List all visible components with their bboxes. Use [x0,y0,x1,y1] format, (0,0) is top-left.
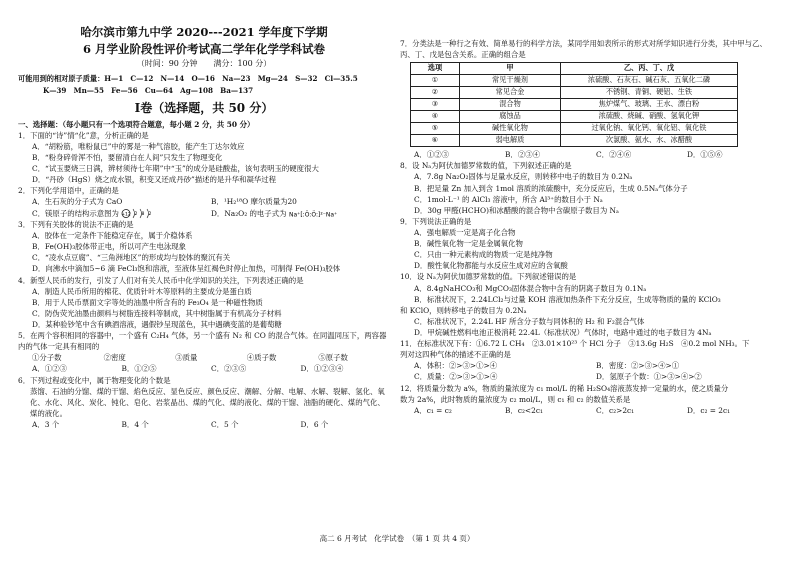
table-cell: ③ [411,99,460,111]
option-c: C．“试玉要烧三日满，辨材须待七年期”中“玉”的成分是硅酸盐，该句表明玉的硬度很大 [32,164,319,174]
question-stem: 1．下面的“诗”情“化”意，分析正确的是 [18,130,149,140]
table-row [411,111,738,123]
option-b: B．Fe(OH)₃胶体带正电，所以可产生电泳现象 [32,242,187,252]
option-b: B．“粉身碎骨浑不怕，要留清白在人间”只发生了物理变化 [32,152,223,162]
option-b: B．把足量 Zn 加入到含 1mol 溶质的浓硫酸中，充分反应后，生成 0.5Nₐ气体分子 [414,183,688,193]
option-b: B．c₂<2c₁ [505,405,543,415]
question-4 [18,275,390,331]
question-stem-continued: 数为 2a%，此时物质的量浓度为 c₂ mol/L，则 c₁ 和 c₂ 的数值关系是 [400,394,631,404]
table-cell: ⑤ [411,123,460,135]
option-a: A．制造人民币所用的棉花、优质针叶木等原料的主要成分是蛋白质 [32,286,252,296]
question-12 [400,383,778,416]
table-cell: 碱性氧化物 [460,123,561,135]
option-d: D．氢原子个数：①>③>④>② [596,372,702,382]
table-cell: ① [411,75,460,87]
svg-text:8: 8 [141,212,145,218]
option-c: C．“凌水点豆腐”、“三角洲地区”的形成均与胶体的聚沉有关 [32,253,231,263]
svg-text:+12: +12 [121,212,132,218]
option-c: C．c₂>2c₁ [596,405,635,415]
table-header: 选项 [411,63,460,75]
question-9 [400,216,778,272]
option-c: C．1mol·L⁻¹ 的 AlCl₃ 溶液中，所含 Al³⁺的数目小于 Nₐ [414,194,603,204]
option-c: C．②④⑥ [596,150,632,160]
table-cell: 常见干燥剂 [460,75,561,87]
option-a: A．“胡粉筋，唯粉鼠已”中的雾是一种气溶胶，能产生丁达尔效应 [32,141,245,151]
part-one-heading: Ⅰ卷（选择题，共 50 分） [134,100,274,115]
option-d: D．酸性氧化物都能与水反应生成对应的含氧酸 [414,261,568,271]
table-row [411,123,738,135]
option-a: A．①②③ [414,150,449,160]
magnesium-atom-diagram [121,208,155,219]
question-10 [400,271,778,338]
section-one-heading: 一、选择题：（每小题只有一个选项符合题意，每小题 2 分，共 50 分） [18,119,255,129]
question-1 [18,130,390,186]
option-b: B．①②⑤ [121,364,157,374]
table-cell: ④ [411,111,460,123]
table-cell: 浓硫酸、石灰石、碱石灰、五氧化二磷 [561,75,738,87]
option-b: B．用于人民币票面文字等处的油墨中所含有的 Fe₃O₄ 是一种磁性物质 [32,297,263,307]
question-stem: 5．在两个容积相同的容器中，一个盛有 C₂H₄ 气体，另一个盛有 N₂ 和 CO 的混合气体。在同温同压下，两容器内的气体一定具有相同的 [18,331,387,352]
question-stem: 10．设 Nₐ为阿伏加德罗常数的值。下列叙述错误的是 [400,272,577,282]
option-b: B．碱性氧化物一定是金属氧化物 [414,239,523,249]
question-stem: 3．下列有关胶体的说法不正确的是 [18,220,134,230]
option-a: A．8.4gNaHCO₃和 MgCO₃固体混合物中含有的阴离子数目为 0.1Nₐ [414,283,647,293]
classification-table [410,62,738,147]
page-footer: 高二 6 月考试 化学试卷 （第 1 页 共 4 页） [319,534,475,543]
question-2 [18,185,390,219]
table-row [411,75,738,87]
question-stem: 11．在标准状况下有：①6.72 L CH₄ ②3.01×10²³ 个 HCl 分子 ③13.6g H₂S ④0.2 mol NH₃。下 [400,339,750,349]
atomic-masses [18,73,390,95]
table-cell: 常见合金 [460,87,561,99]
option-d: D．c₂ = 2c₁ [687,405,731,415]
option-c: C．只由一种元素构成的物质一定是纯净物 [414,250,553,260]
option-d: D．①⑤⑥ [687,150,723,160]
table-cell: 次氯酸、氨水、水、冰醋酸 [561,135,738,147]
option-d: D．30g 甲醛(HCHO)和冰醋酸的混合物中含碳原子数目为 Nₐ [414,205,619,215]
question-5 [18,330,390,374]
option-c: C．5 个 [211,420,239,429]
svg-text:Na⁺[:Ö:Ö:]²⁻Na⁺: Na⁺[:Ö:Ö:]²⁻Na⁺ [288,211,338,219]
option-d: D．①②③④ [300,364,344,374]
right-column [400,38,778,416]
title-line-1: 哈尔滨市第九中学 2020---2021 学年度下学期 [80,25,328,39]
property-option: ⑤原子数 [318,353,348,363]
option-a: A．体积：②>③>①>④ [414,361,498,371]
property-option: ①分子数 [32,353,62,363]
question-stem: 12．将质量分数为 a%，物质的量浓度为 c₁ mol/L 的稀 H₂SO₄溶液蒸发掉一定量的水，使之质量分 [400,383,729,393]
option-b: B．¹H₂¹⁸O 摩尔质量为20 [211,197,297,207]
atomic-masses-line-2: K—39 Mn—55 Fe—56 Cu—64 Ag—108 Ba—137 [43,85,254,95]
left-column [18,0,390,430]
option-a: A．7.8g Na₂O₂固体与足量水反应，则转移中电子的数目为 0.2Nₐ [414,172,633,182]
option-d: D．“丹砂（HgS）烧之成水银，积变又还成丹砂”描述的是升华和凝华过程 [32,175,277,185]
svg-text:2: 2 [148,212,152,218]
option-a: A．①②③ [32,364,67,374]
option-d: D．甲烷碱性燃料电池正极消耗 22.4L（标准状况）气体时，电路中通过的电子数目为 4Nₐ [414,327,712,337]
option-c: C．镁原子的结构示意图为 +12 2 8 2 [32,208,211,220]
option-b-continued: 和 KClO，则转移电子的数目为 0.2Nₐ [400,305,527,315]
question-stem-continued: 列对这四种气体的描述不正确的是 [400,350,511,360]
option-b: B．4 个 [121,420,149,429]
question-stem: 8．设 Nₐ为阿伏加德罗常数的值，下列叙述正确的是 [400,161,572,171]
option-b: B．②③④ [505,150,540,160]
option-a: A．3 个 [32,420,60,429]
table-row [411,135,738,147]
table-cell: 腐蚀品 [460,111,561,123]
option-d: D．6 个 [300,420,329,429]
option-c: C．②③⑤ [211,364,247,374]
option-a: A．胶体在一定条件下能稳定存在，属于介稳体系 [32,231,193,241]
atomic-masses-line-1: 可能用到的相对原子质量：H—1 C—12 N—14 O—16 Na—23 Mg—24 S—32 Cl—35.5 [18,74,358,84]
table-header-row [411,63,738,75]
sodium-peroxide-electron-formula [289,209,345,219]
option-a: A．生石灰的分子式为 CaO [32,197,123,207]
title-line-2: 6 月学业阶段性评价考试高二学年化学学科试卷 [82,41,325,56]
table-header: 甲 [460,63,561,75]
option-c: C．防伪荧光油墨由颜料与树脂连接料等制成，其中树脂属于有机高分子材料 [32,308,282,318]
table-cell: 不锈钢、青铜、硬铝、生铁 [561,87,738,99]
question-3 [18,219,390,275]
option-a: A．c₁ = c₂ [414,405,452,415]
question-stem: 6．下列过程或变化中，属于物理变化的个数是 [18,375,171,385]
question-stem: 4．新型人民币的发行，引发了人们对有关人民币中化学知识的关注，下列表述正确的是 [18,275,304,285]
option-b: B．标准状况下，2.24LCl₂与过量 KOH 溶液加热条件下充分反应，生成等物质的量的 KClO₃ [414,294,721,304]
question-11 [400,338,778,382]
option-b: B．密度：②>③>④>① [596,361,680,371]
table-cell: 混合物 [460,99,561,111]
table-cell: 浓硫酸、烧碱、硝酸、氢氧化钾 [561,111,738,123]
exam-meta: （时间：90 分钟 满分：100 分） [136,59,272,69]
table-header: 乙、丙、丁、戊 [561,63,738,75]
table-row [411,99,738,111]
option-a: A．强电解质一定是离子化合物 [414,227,516,237]
option-c: C．标准状况下，2.24L HF 所含分子数与同体积的 H₂ 和 F₂混合气体 [414,316,645,326]
table-cell: ⑥ [411,135,460,147]
option-d: D．向沸水中滴加5~6 滴 FeCl₃饱和溶液，至液体呈红褐色时停止加热，可制得 Fe(OH)₃胶体 [32,264,341,274]
question-stem: 7．分类法是一种行之有效、简单易行的科学方法，某同学用如表所示的形式对所学知识进行分类，其中甲与乙、丙、丁、戊是包含关系。正确的组合是 [400,39,767,60]
svg-text:2: 2 [134,212,138,218]
question-7 [400,38,778,160]
option-c: C．质量：②>③>①>④ [414,372,498,382]
property-option: ③质量 [175,353,198,363]
process-list: 蒸馏、石油的分馏、煤的干馏、焰色反应、显色反应、颜色反应、潮解、分解、电解、水解、裂解、氢化、氧化、水化、风化、炭化、钝化、皂化、岩浆晶出、煤的气化、煤的液化、煤的干馏、油脂的硬化、煤的气化、煤的液化。 [30,386,385,418]
property-option: ④质子数 [246,353,277,363]
property-option: ②密度 [103,353,126,363]
table-cell: 焦炉煤气、玻璃、王水、漂白粉 [561,99,738,111]
table-cell: 弱电解质 [460,135,561,147]
question-stem: 9．下列说法正确的是 [400,216,472,226]
question-6 [18,375,390,431]
question-stem: 2．下列化学用语中，正确的是 [18,186,119,196]
table-cell: 过氧化钠、氧化钙、氧化铝、氧化铁 [561,123,738,135]
option-d: D．Na₂O₂ 的电子式为 Na⁺[:Ö:Ö:]²⁻Na⁺ [211,208,390,220]
table-cell: ② [411,87,460,99]
table-row [411,87,738,99]
question-8 [400,160,778,216]
option-d: D．某种验钞笔中含有碘酒溶液，遇假钞呈现蓝色，其中遇碘变蓝的是葡萄糖 [32,320,282,330]
